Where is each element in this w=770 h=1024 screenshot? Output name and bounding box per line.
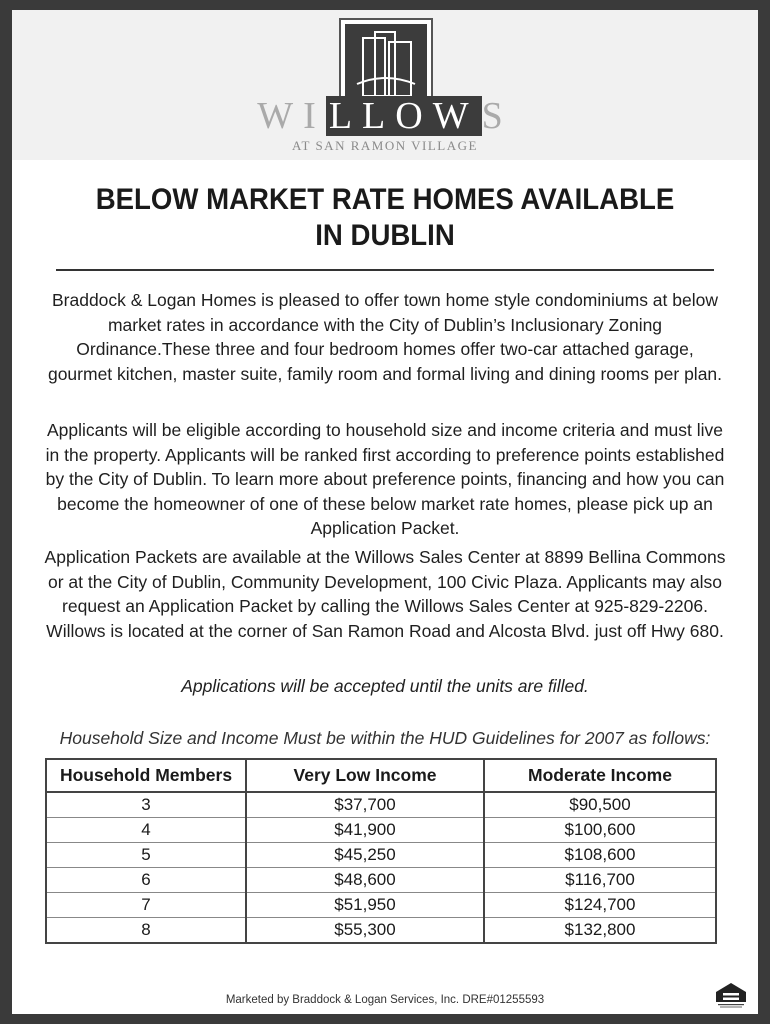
moderate-income-cell: $108,600 xyxy=(484,843,716,868)
intro-paragraph: Braddock & Logan Homes is pleased to offer town home style condominiums at below market rates in accordance with the City of Dublin’s Inclusionary Zoning Ordinance.These three and four bedroom homes offer two-car attached garage, gourmet kitchen, master suite, family room and formal living and dining rooms per plan. xyxy=(47,290,723,384)
header-band xyxy=(12,10,758,160)
household-members-cell: 8 xyxy=(46,918,246,944)
table-row xyxy=(46,918,716,944)
acceptance-note: Applications will be accepted until the units are filled. xyxy=(181,676,589,696)
brand-name-prefix: WI xyxy=(257,95,326,137)
footer-credit: Marketed by Braddock & Logan Services, Inc. DRE#01255593 xyxy=(225,994,545,1006)
header-moderate-income: Moderate Income xyxy=(484,759,716,792)
table-row xyxy=(46,792,716,818)
household-members-cell: 3 xyxy=(46,792,246,818)
very-low-income-cell: $51,950 xyxy=(246,893,484,918)
moderate-income-cell: $116,700 xyxy=(484,868,716,893)
very-low-income-cell: $45,250 xyxy=(246,843,484,868)
title-line-2: IN DUBLIN xyxy=(315,219,455,252)
table-row xyxy=(46,843,716,868)
household-members-cell: 7 xyxy=(46,893,246,918)
application-paragraph: Application Packets are available at the Willows Sales Center at 8899 Bellina Commons or at the City of Dublin, Community Development, 100 Civic Plaza. Applicants may also request an Application Packet by calling the Willows Sales Center at 925-829-2206. Willows is located at the corner of San Ramon Road and Alcosta Blvd. just off Hwy 680. xyxy=(44,547,726,641)
eligibility-paragraph: Applicants will be eligible according to household size and income criteria and must live in the property. Applicants will be ranked first according to preference points established by the City of Dublin. To learn more about preference points, financing and how you can become the homeowner of one of these below market rate homes, please pick up an Application Packet. xyxy=(45,420,725,538)
table-row xyxy=(46,818,716,843)
guideline-note: Household Size and Income Must be within the HUD Guidelines for 2007 as follows: xyxy=(59,728,711,748)
moderate-income-cell: $100,600 xyxy=(484,818,716,843)
flyer-page xyxy=(12,10,758,1014)
page-title xyxy=(60,182,710,254)
table-row xyxy=(46,893,716,918)
table-header-row xyxy=(46,759,716,792)
moderate-income-cell: $132,800 xyxy=(484,918,716,944)
household-members-cell: 5 xyxy=(46,843,246,868)
very-low-income-cell: $55,300 xyxy=(246,918,484,944)
header-very-low-income: Very Low Income xyxy=(246,759,484,792)
very-low-income-cell: $48,600 xyxy=(246,868,484,893)
moderate-income-cell: $90,500 xyxy=(484,792,716,818)
brand-name-boxed: LLOW xyxy=(326,96,482,136)
title-line-1: BELOW MARKET RATE HOMES AVAILABLE xyxy=(95,183,675,216)
title-divider xyxy=(56,269,714,271)
income-table xyxy=(45,758,717,944)
brand-wordmark xyxy=(12,96,758,136)
very-low-income-cell: $37,700 xyxy=(246,792,484,818)
brand-name-suffix: S xyxy=(481,95,513,137)
brand-tagline: AT SAN RAMON VILLAGE xyxy=(292,138,478,153)
household-members-cell: 4 xyxy=(46,818,246,843)
header-household-members: Household Members xyxy=(46,759,246,792)
table-row xyxy=(46,868,716,893)
moderate-income-cell: $124,700 xyxy=(484,893,716,918)
household-members-cell: 6 xyxy=(46,868,246,893)
very-low-income-cell: $41,900 xyxy=(246,818,484,843)
equal-housing-opportunity-icon xyxy=(712,980,750,1010)
